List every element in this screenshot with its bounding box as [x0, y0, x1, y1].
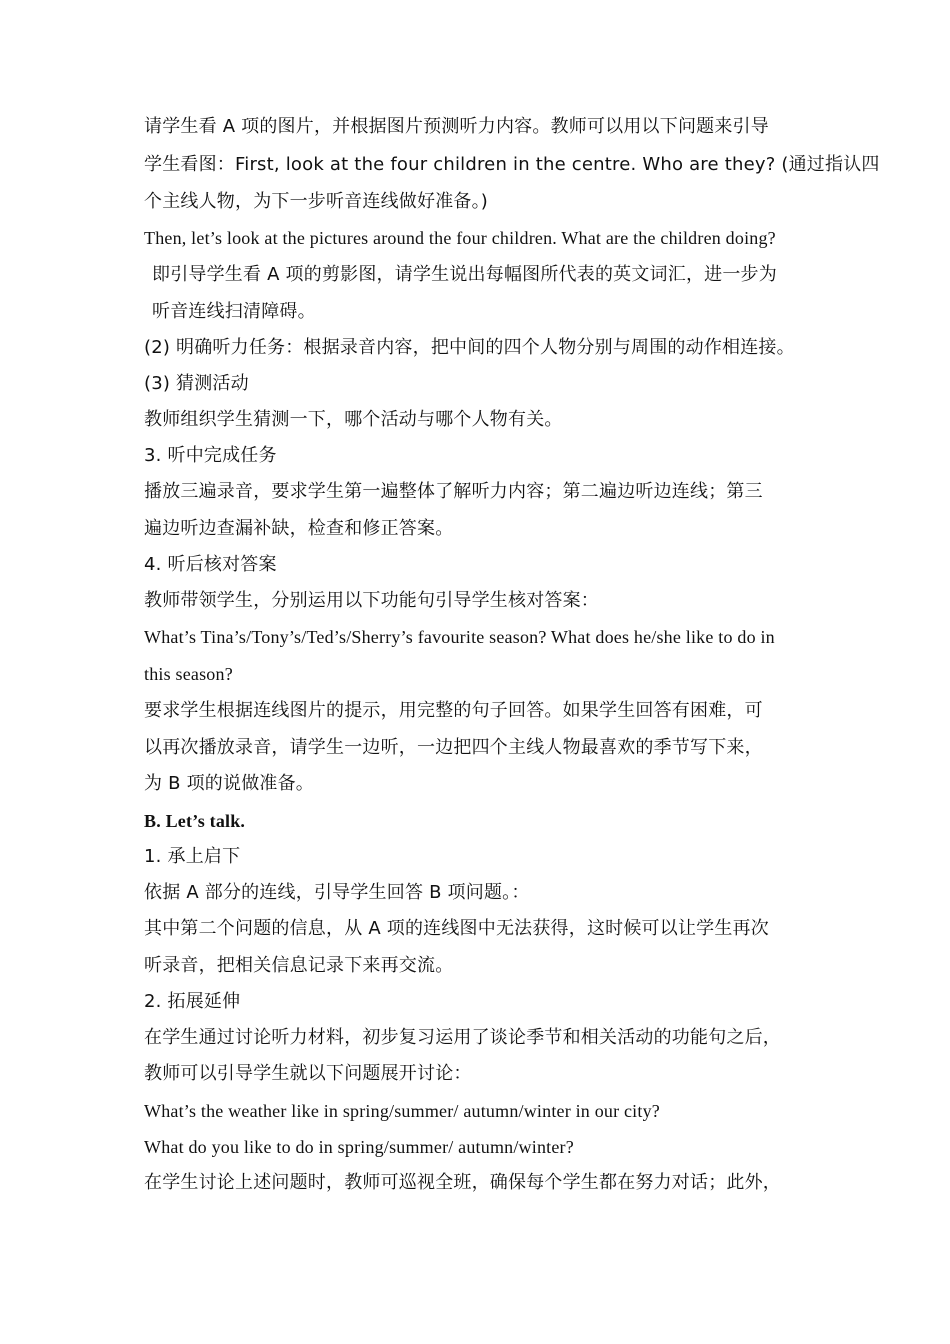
paragraph-line: 听录音，把相关信息记录下来再交流。 — [144, 955, 454, 976]
section-heading: 3. 听中完成任务 — [144, 445, 277, 466]
list-item-heading: (2) 明确听力任务：根据录音内容，把中间的四个人物分别与周围的动作相连接。 — [144, 337, 795, 358]
paragraph-line: What’s the weather like in spring/summer/ autumn/winter in our city? — [144, 1101, 660, 1121]
section-heading: 4. 听后核对答案 — [144, 554, 277, 575]
paragraph-line: 其中第二个问题的信息，从 A 项的连线图中无法获得，这时候可以让学生再次 — [144, 918, 769, 939]
paragraph-line: 个主线人物，为下一步听音连线做好准备。) — [144, 191, 489, 212]
section-heading: 1. 承上启下 — [144, 846, 241, 867]
paragraph-line: 为 B 项的说做准备。 — [144, 773, 314, 794]
paragraph-line: 听音连线扫清障碍。 — [152, 301, 316, 322]
section-title: B. Let’s talk. — [144, 811, 246, 831]
paragraph-line: 学生看图：First, look at the four children in the centre. Who are they? (通过指认四 — [144, 154, 880, 175]
paragraph-line: 要求学生根据连线图片的提示，用完整的句子回答。如果学生回答有困难，可 — [144, 700, 763, 721]
paragraph-line: 播放三遍录音，要求学生第一遍整体了解听力内容；第二遍边听边连线；第三 — [144, 481, 763, 502]
paragraph-line: 请学生看 A 项的图片，并根据图片预测听力内容。教师可以用以下问题来引导 — [144, 116, 769, 137]
paragraph-line: What’s Tina’s/Tony’s/Ted’s/Sherry’s favourite season? What does he/she like to do in — [144, 627, 775, 647]
paragraph-line: 教师带领学生，分别运用以下功能句引导学生核对答案： — [144, 590, 599, 611]
list-item-heading: (3) 猜测活动 — [144, 373, 249, 394]
paragraph-line: 依据 A 部分的连线，引导学生回答 B 项问题。： — [144, 882, 530, 903]
paragraph-line: 教师组织学生猜测一下，哪个活动与哪个人物有关。 — [144, 409, 563, 430]
paragraph-line: 在学生讨论上述问题时，教师可巡视全班，确保每个学生都在努力对话；此外， — [144, 1172, 781, 1193]
paragraph-line: this season? — [144, 664, 233, 684]
paragraph-line: Then, let’s look at the pictures around the four children. What are the children doing? — [144, 228, 776, 248]
paragraph-line: 在学生通过讨论听力材料，初步复习运用了谈论季节和相关活动的功能句之后， — [144, 1027, 781, 1048]
paragraph-line: 教师可以引导学生就以下问题展开讨论： — [144, 1063, 472, 1084]
paragraph-line: 即引导学生看 A 项的剪影图，请学生说出每幅图所代表的英文词汇，进一步为 — [152, 264, 777, 285]
paragraph-line: What do you like to do in spring/summer/ autumn/winter? — [144, 1137, 574, 1157]
paragraph-line: 以再次播放录音，请学生一边听，一边把四个主线人物最喜欢的季节写下来， — [144, 737, 763, 758]
paragraph-line: 遍边听边查漏补缺，检查和修正答案。 — [144, 518, 454, 539]
section-heading: 2. 拓展延伸 — [144, 991, 241, 1012]
